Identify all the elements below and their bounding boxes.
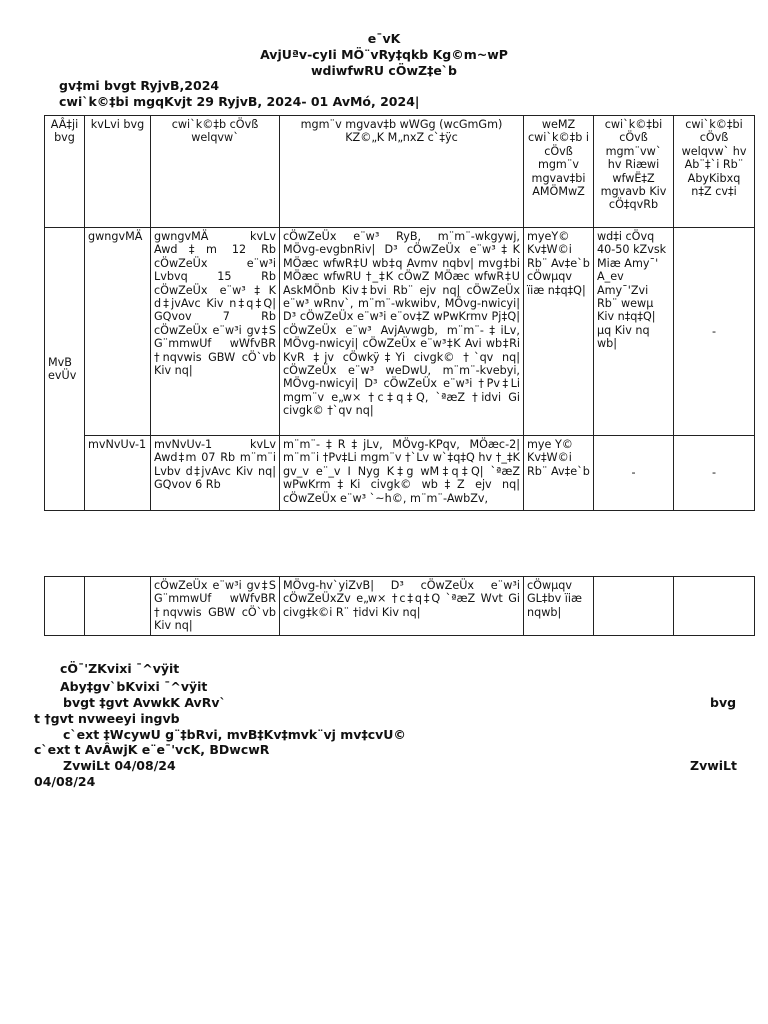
approver-designation: c`ext t AvÂwjK e¨e¯'vcK, BDwcwR	[34, 742, 270, 757]
prepared-by-label: cÖ¯'ZKvixi ¯^vÿit	[60, 661, 180, 676]
program-name: AvjUªv-cyIi MÖ¨vRy‡qkb Kg©m~wP	[260, 47, 508, 62]
findings-cell: mvNvUv-1 kvLv Awd‡m 07 Rb m¨m¨i Lvbv d‡jvAvc Kiv nq| GQvov 6 Rb	[151, 436, 280, 511]
approver-date: 04/08/24	[34, 774, 96, 789]
header-branch: kvLvi bvg	[85, 116, 151, 228]
branch-cell: gwngvMÄ	[85, 228, 151, 436]
preparer-date: ZvwiLt 04/08/24	[63, 758, 176, 773]
urgent-cell: wd‡i cÖvq 40-50 kZvsk Miæ Amy¯' A_ev Amy¯'Zvi Rb¨ wewµ Kiv n‡q‡Q| µq Kiv nq wb|	[594, 228, 674, 436]
approver-date-label: ZvwiLt	[690, 758, 737, 773]
actions-cell: cÖwZeÜx e¨w³ RyB, m¨m¨-wkgywj, MÖvg-evgbnRiv| D³ cÖwZeÜx e¨w³‡K MÖæc wfwR‡U wb‡q Avmv nqbv| mvg‡bi MÖæc wfwRU †_‡K cÖwZ MÖæc wfwR‡U AskMÖnb Kiv‡bvi Rb¨ ejv nq| cÖwZeÜx e¨w³ wRnv`, m¨m¨-wkwibv, MÖvg-nwicyi| D³ cÖwZeÜx e¨w³i e¨ov‡Z wPwKrmv Pj‡Q| cÖwZeÜx e¨w³ AvjAvwgb, m¨m¨-‡iLv, MÖvg-nwicyi| cÖwZeÜx e¨w³‡K Avi wb‡Ri KvR ‡jv cÖwkÿ‡Yi civgk© †`qv nq| cÖwZeÜx e¨w³ weDwU, m¨m¨-kvebyi, MÖvg-nwicyi| D³ cÖwZeÜx e¨w³i †Pv‡Li mgm¨v e„w× †c‡q‡Q, `ªæZ †idvi Gi civgk© †`qv nq|	[280, 228, 524, 436]
urgent-cell: -	[594, 436, 674, 511]
region-cell	[45, 577, 85, 636]
branch-cell	[85, 577, 151, 636]
branch-cell: mvNvUv-1	[85, 436, 151, 511]
region-cell: MvB evÜv	[45, 228, 85, 511]
table-row	[45, 436, 755, 511]
preparer-designation: c`ext ‡WcywU g¨‡bRvi, mvB‡Kv‡mvk¨vj mv‡cvU©	[63, 727, 406, 742]
table-row	[45, 228, 755, 436]
approved-by-label: Aby‡gv`bKvixi ¯^vÿit	[60, 679, 208, 694]
actions-cell: MÖvg-hv`yiZvB| D³ cÖwZeÜx e¨w³i cÖwZeÜxZv e„w× †c‡q‡Q `ªæZ Wvt Gi civg‡k©i R¨ †idvi Kiv nq|	[280, 577, 524, 636]
findings-cell: gwngvMÄ kvLv Awd‡m 12 Rb cÖwZeÜx e¨w³i Lvbvq 15 Rb cÖwZeÜx e¨w³‡K d‡jvAvc Kiv n‡q‡Q| GQvov 7 Rb cÖwZeÜx e¨w³i gv‡S G¨mmwUf wWfvBR †nqvwis GBW cÖ`vb Kiv nq|	[151, 228, 280, 436]
organization-name: e¯vK	[367, 31, 401, 46]
findings-table-continued	[44, 576, 755, 636]
table-row	[45, 577, 755, 636]
replicable-cell: -	[674, 436, 755, 511]
header-replicable: cwi`k©‡bi cÖvß welqvw` hv Ab¨‡`i Rb¨ AbyKibxq n‡Z cv‡i	[674, 116, 755, 228]
visit-period: cwi`k©‡bi mgqKvjt 29 RyjvB, 2024- 01 AvMó, 2024|	[59, 94, 420, 109]
header-actions: mgm¨v mgvav‡b wWGg (wcGmGm) KZ©„K M„nxZ c`‡ÿc	[280, 116, 524, 228]
progress-cell: mye Y© Kv‡W©i Rb¨ Av‡e`b	[524, 436, 594, 511]
approver-name: t †gvt nvweeyi ingvb	[34, 711, 180, 726]
header-progress: weMZ cwi`k©‡b i cÖvß mgm¨v mgvav‡bi AMÖMwZ	[524, 116, 594, 228]
findings-cell: cÖwZeÜx e¨w³i gv‡S G¨mmwUf wWfvBR †nqvwis GBW cÖ`vb Kiv nq|	[151, 577, 280, 636]
document-header	[0, 31, 768, 79]
replicable-cell	[674, 577, 755, 636]
urgent-cell	[594, 577, 674, 636]
header-region: AÂ‡ji bvg	[45, 116, 85, 228]
progress-cell: cÖwµqv GL‡bv ïiæ nqwb|	[524, 577, 594, 636]
progress-cell: myeY© Kv‡W©i Rb¨ Av‡e`b cÖwµqv ïiæ n‡q‡Q|	[524, 228, 594, 436]
findings-table	[44, 115, 755, 511]
report-month: gv‡mi bvgt RyjvB,2024	[59, 78, 220, 93]
report-title: wdiwfwRU cÖwZ‡e`b	[310, 63, 457, 78]
actions-cell: m¨m¨-‡R‡jLv, MÖvg-KPqv, MÖæc-2| m¨m¨i †Pv‡Li mgm¨v †`Lv w`‡q‡Q hv †_‡K gv_v e¨_v I Nyg K‡g wM‡q‡Q| `ªæZ wPwKrm‡Ki civgk© wb‡Z ejv nq| cÖwZeÜx e¨w³ `~h©, m¨m¨-AwbZv,	[280, 436, 524, 511]
header-findings: cwi`k©‡b cÖvß welqvw`	[151, 116, 280, 228]
approver-name-label: bvg	[710, 695, 737, 710]
preparer-name: bvgt ‡gvt AvwkK AvRv`	[63, 695, 226, 710]
header-urgent: cwi`k©‡bi cÖvß mgm¨vw` hv Riæwi wfwË‡Z mgvavb Kiv cÖ‡qvRb	[594, 116, 674, 228]
replicable-cell: -	[674, 228, 755, 436]
table-header-row	[45, 116, 755, 228]
report-meta	[59, 78, 419, 110]
